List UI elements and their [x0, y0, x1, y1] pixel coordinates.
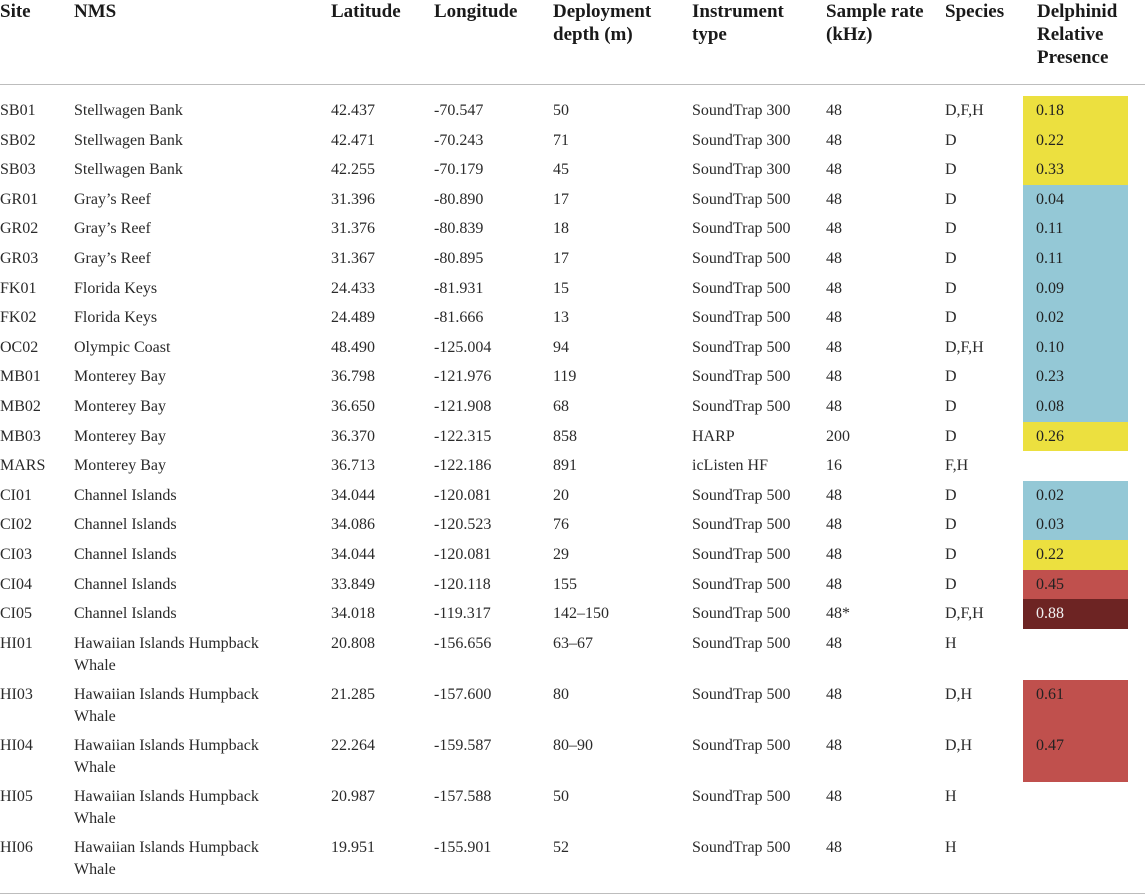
- cell-sample-rate: 48: [826, 250, 842, 267]
- cell-depth: 50: [553, 102, 569, 119]
- cell-sample-rate: 48: [826, 338, 842, 356]
- cell-nms: Florida Keys: [74, 279, 158, 297]
- cell-nms: Monterey Bay: [74, 427, 166, 445]
- cell-instrument: SoundTrap 300: [692, 131, 791, 149]
- cell-longitude: -155.901: [434, 838, 492, 856]
- cell-longitude: -122.315: [434, 427, 492, 445]
- cell-latitude: 20.987: [331, 787, 375, 805]
- cell-site: SB02: [0, 131, 36, 149]
- cell-latitude: 22.264: [331, 736, 375, 754]
- cell-species: F,H: [945, 457, 969, 475]
- cell-depth: 17: [553, 250, 569, 267]
- cell-sample-rate: 48: [826, 838, 842, 856]
- cell-instrument: icListen HF: [692, 457, 768, 475]
- cell-site: HI04: [0, 736, 33, 754]
- cell-site: SB01: [0, 102, 36, 119]
- cell-species: D,H: [945, 736, 973, 754]
- cell-species: D: [945, 309, 957, 327]
- cell-instrument: SoundTrap 500: [692, 685, 791, 703]
- cell-latitude: 31.396: [331, 190, 375, 208]
- header-instrument-type: Instrument type: [692, 1, 784, 45]
- cell-depth: 142–150: [553, 605, 609, 623]
- cell-nms: Hawaiian Islands Humpback Whale: [74, 736, 259, 776]
- cell-instrument: SoundTrap 500: [692, 838, 791, 856]
- cell-depth: 18: [553, 220, 569, 238]
- header-longitude: Longitude: [434, 1, 518, 22]
- cell-instrument: SoundTrap 500: [692, 516, 791, 534]
- header-latitude: Latitude: [331, 1, 401, 22]
- cell-presence: 0.22: [1036, 546, 1064, 563]
- cell-instrument: SoundTrap 500: [692, 398, 791, 415]
- cell-longitude: -121.976: [434, 368, 492, 386]
- cell-nms: Stellwagen Bank: [74, 161, 183, 179]
- cell-longitude: -125.004: [434, 338, 492, 356]
- cell-latitude: 20.808: [331, 634, 375, 652]
- cell-presence: 0.10: [1036, 338, 1064, 356]
- cell-instrument: SoundTrap 300: [692, 161, 791, 179]
- cell-presence: 0.33: [1036, 161, 1064, 179]
- cell-site: FK02: [0, 309, 37, 327]
- cell-longitude: -81.666: [434, 309, 484, 327]
- cell-species: D: [945, 427, 957, 445]
- cell-species: D: [945, 486, 957, 504]
- cell-species: D: [945, 220, 957, 238]
- cell-instrument: SoundTrap 500: [692, 368, 791, 386]
- cell-nms: Monterey Bay: [74, 457, 166, 475]
- cell-site: CI05: [0, 605, 32, 623]
- cell-species: D: [945, 131, 957, 149]
- cell-nms: Monterey Bay: [74, 398, 166, 415]
- cell-presence: 0.26: [1036, 427, 1064, 445]
- cell-sample-rate: 48: [826, 279, 842, 297]
- cell-instrument: SoundTrap 500: [692, 220, 791, 238]
- cell-sample-rate: 48: [826, 220, 842, 238]
- cell-species: D: [945, 279, 957, 297]
- cell-species: D: [945, 575, 957, 593]
- cell-depth: 891: [553, 457, 577, 475]
- cell-latitude: 34.044: [331, 486, 375, 504]
- cell-presence: 0.45: [1036, 575, 1064, 593]
- cell-nms: Gray’s Reef: [74, 220, 151, 238]
- cell-site: HI03: [0, 685, 33, 703]
- cell-presence: 0.08: [1036, 398, 1064, 415]
- cell-sample-rate: 48: [826, 736, 842, 754]
- cell-sample-rate: 48: [826, 309, 842, 327]
- cell-sample-rate: 48: [826, 102, 842, 119]
- cell-latitude: 42.437: [331, 102, 375, 119]
- cell-sample-rate: 48: [826, 634, 842, 652]
- cell-species: D: [945, 190, 957, 208]
- cell-depth: 13: [553, 309, 569, 327]
- cell-sample-rate: 48: [826, 787, 842, 805]
- cell-presence: 0.23: [1036, 368, 1064, 386]
- cell-latitude: 42.255: [331, 161, 375, 179]
- cell-presence: 0.11: [1036, 250, 1064, 267]
- cell-nms: Channel Islands: [74, 486, 177, 504]
- cell-sample-rate: 200: [826, 427, 850, 445]
- cell-latitude: 19.951: [331, 838, 375, 856]
- cell-depth: 63–67: [553, 634, 593, 652]
- cell-latitude: 24.433: [331, 279, 375, 297]
- cell-sample-rate: 48: [826, 161, 842, 179]
- cell-nms: Gray’s Reef: [74, 250, 151, 267]
- cell-depth: 29: [553, 546, 569, 563]
- cell-depth: 119: [553, 368, 577, 386]
- cell-site: GR01: [0, 190, 39, 208]
- cell-species: D: [945, 398, 957, 415]
- cell-nms: Channel Islands: [74, 575, 177, 593]
- cell-nms: Stellwagen Bank: [74, 102, 183, 119]
- cell-instrument: SoundTrap 500: [692, 190, 791, 208]
- cell-longitude: -120.118: [434, 575, 491, 593]
- cell-nms: Stellwagen Bank: [74, 131, 183, 149]
- cell-site: CI04: [0, 575, 32, 593]
- cell-instrument: SoundTrap 500: [692, 575, 791, 593]
- cell-longitude: -70.547: [434, 102, 484, 119]
- cell-longitude: -70.243: [434, 131, 484, 149]
- cell-species: D: [945, 546, 957, 563]
- cell-longitude: -81.931: [434, 279, 484, 297]
- cell-nms: Hawaiian Islands Humpback Whale: [74, 838, 259, 878]
- cell-depth: 94: [553, 338, 569, 356]
- cell-instrument: SoundTrap 500: [692, 309, 791, 327]
- cell-site: SB03: [0, 161, 36, 179]
- cell-latitude: 36.370: [331, 427, 375, 445]
- cell-nms: Hawaiian Islands Humpback Whale: [74, 787, 259, 827]
- header-site: Site: [0, 1, 31, 22]
- cell-species: D: [945, 516, 957, 534]
- cell-sample-rate: 48: [826, 131, 842, 149]
- cell-latitude: 34.086: [331, 516, 375, 534]
- cell-longitude: -70.179: [434, 161, 484, 179]
- cell-instrument: SoundTrap 500: [692, 787, 791, 805]
- cell-presence: 0.02: [1036, 486, 1064, 504]
- cell-instrument: SoundTrap 300: [692, 102, 791, 119]
- cell-depth: 52: [553, 838, 569, 856]
- cell-longitude: -159.587: [434, 736, 492, 754]
- cell-longitude: -80.839: [434, 220, 484, 238]
- cell-nms: Gray’s Reef: [74, 190, 151, 208]
- cell-site: MB01: [0, 368, 41, 386]
- cell-site: CI03: [0, 546, 32, 563]
- cell-presence: 0.03: [1036, 516, 1064, 534]
- cell-longitude: -80.890: [434, 190, 484, 208]
- cell-species: D: [945, 250, 957, 267]
- cell-instrument: SoundTrap 500: [692, 279, 791, 297]
- cell-instrument: SoundTrap 500: [692, 605, 791, 623]
- cell-species: D: [945, 161, 957, 179]
- cell-presence: 0.09: [1036, 279, 1064, 297]
- cell-species: D,F,H: [945, 338, 984, 356]
- cell-instrument: SoundTrap 500: [692, 546, 791, 563]
- cell-presence: 0.22: [1036, 131, 1064, 149]
- cell-latitude: 48.490: [331, 338, 375, 356]
- cell-site: OC02: [0, 338, 39, 356]
- cell-latitude: 34.044: [331, 546, 375, 563]
- cell-longitude: -122.186: [434, 457, 492, 475]
- cell-longitude: -157.600: [434, 685, 492, 703]
- cell-latitude: 31.376: [331, 220, 375, 238]
- cell-species: D: [945, 368, 957, 386]
- cell-latitude: 34.018: [331, 605, 375, 623]
- cell-site: GR02: [0, 220, 39, 238]
- cell-depth: 80–90: [553, 736, 593, 754]
- header-species: Species: [945, 1, 1005, 22]
- cell-longitude: -119.317: [434, 605, 491, 623]
- cell-instrument: SoundTrap 500: [692, 634, 791, 652]
- cell-longitude: -120.081: [434, 546, 492, 563]
- cell-site: CI02: [0, 516, 32, 534]
- cell-sample-rate: 48*: [826, 605, 850, 623]
- header-sample-rate: Sample rate (kHz): [826, 1, 924, 45]
- cell-presence: 0.18: [1036, 102, 1064, 119]
- cell-site: MARS: [0, 457, 46, 475]
- cell-instrument: HARP: [692, 427, 735, 445]
- header-deployment-depth: Deployment depth (m): [553, 1, 652, 45]
- cell-depth: 80: [553, 685, 569, 703]
- cell-instrument: SoundTrap 500: [692, 486, 791, 504]
- cell-nms: Hawaiian Islands Humpback Whale: [74, 634, 259, 674]
- cell-latitude: 21.285: [331, 685, 375, 703]
- cell-presence: 0.88: [1036, 605, 1064, 623]
- cell-latitude: 24.489: [331, 309, 375, 327]
- cell-nms: Channel Islands: [74, 516, 177, 534]
- cell-site: HI06: [0, 838, 33, 856]
- cell-depth: 858: [553, 427, 577, 445]
- cell-sample-rate: 48: [826, 368, 842, 386]
- header-rule: [0, 84, 1145, 85]
- cell-sample-rate: 48: [826, 486, 842, 504]
- cell-instrument: SoundTrap 500: [692, 250, 791, 267]
- cell-species: D,F,H: [945, 102, 984, 119]
- header-nms: NMS: [74, 1, 117, 22]
- cell-depth: 155: [553, 575, 577, 593]
- cell-presence: 0.02: [1036, 309, 1064, 327]
- cell-latitude: 42.471: [331, 131, 375, 149]
- cell-longitude: -120.523: [434, 516, 492, 534]
- cell-depth: 71: [553, 131, 569, 149]
- cell-nms: Monterey Bay: [74, 368, 166, 386]
- cell-depth: 76: [553, 516, 569, 534]
- cell-site: MB02: [0, 398, 41, 415]
- cell-nms: Olympic Coast: [74, 338, 171, 356]
- header-delphinid-presence: Delphinid Relative Presence: [1037, 1, 1118, 68]
- cell-species: H: [945, 838, 957, 856]
- cell-longitude: -80.895: [434, 250, 484, 267]
- cell-nms: Channel Islands: [74, 546, 177, 563]
- cell-presence: 0.61: [1036, 685, 1064, 703]
- cell-species: H: [945, 787, 957, 805]
- cell-latitude: 36.650: [331, 398, 375, 415]
- cell-latitude: 31.367: [331, 250, 375, 267]
- cell-species: D,F,H: [945, 605, 984, 623]
- cell-instrument: SoundTrap 500: [692, 338, 791, 356]
- cell-site: HI05: [0, 787, 33, 805]
- cell-nms: Channel Islands: [74, 605, 177, 623]
- cell-longitude: -121.908: [434, 398, 492, 415]
- cell-depth: 68: [553, 398, 569, 415]
- cell-sample-rate: 16: [826, 457, 842, 475]
- cell-sample-rate: 48: [826, 685, 842, 703]
- cell-latitude: 36.713: [331, 457, 375, 475]
- bottom-rule: [0, 893, 1145, 894]
- cell-depth: 15: [553, 279, 569, 297]
- cell-presence: 0.47: [1036, 736, 1064, 754]
- cell-sample-rate: 48: [826, 190, 842, 208]
- cell-sample-rate: 48: [826, 575, 842, 593]
- cell-sample-rate: 48: [826, 398, 842, 415]
- cell-longitude: -120.081: [434, 486, 492, 504]
- cell-instrument: SoundTrap 500: [692, 736, 791, 754]
- cell-species: D,H: [945, 685, 973, 703]
- cell-sample-rate: 48: [826, 516, 842, 534]
- cell-depth: 17: [553, 190, 569, 208]
- cell-nms: Hawaiian Islands Humpback Whale: [74, 685, 259, 725]
- cell-depth: 45: [553, 161, 569, 179]
- cell-site: GR03: [0, 250, 39, 267]
- cell-site: CI01: [0, 486, 32, 504]
- cell-presence: 0.11: [1036, 220, 1064, 238]
- cell-nms: Florida Keys: [74, 309, 158, 327]
- cell-site: FK01: [0, 279, 37, 297]
- cell-site: MB03: [0, 427, 41, 445]
- cell-presence: 0.04: [1036, 190, 1064, 208]
- cell-depth: 50: [553, 787, 569, 805]
- cell-latitude: 36.798: [331, 368, 375, 386]
- cell-sample-rate: 48: [826, 546, 842, 563]
- cell-longitude: -157.588: [434, 787, 492, 805]
- cell-species: H: [945, 634, 957, 652]
- cell-depth: 20: [553, 486, 569, 504]
- cell-longitude: -156.656: [434, 634, 492, 652]
- cell-site: HI01: [0, 634, 33, 652]
- cell-latitude: 33.849: [331, 575, 375, 593]
